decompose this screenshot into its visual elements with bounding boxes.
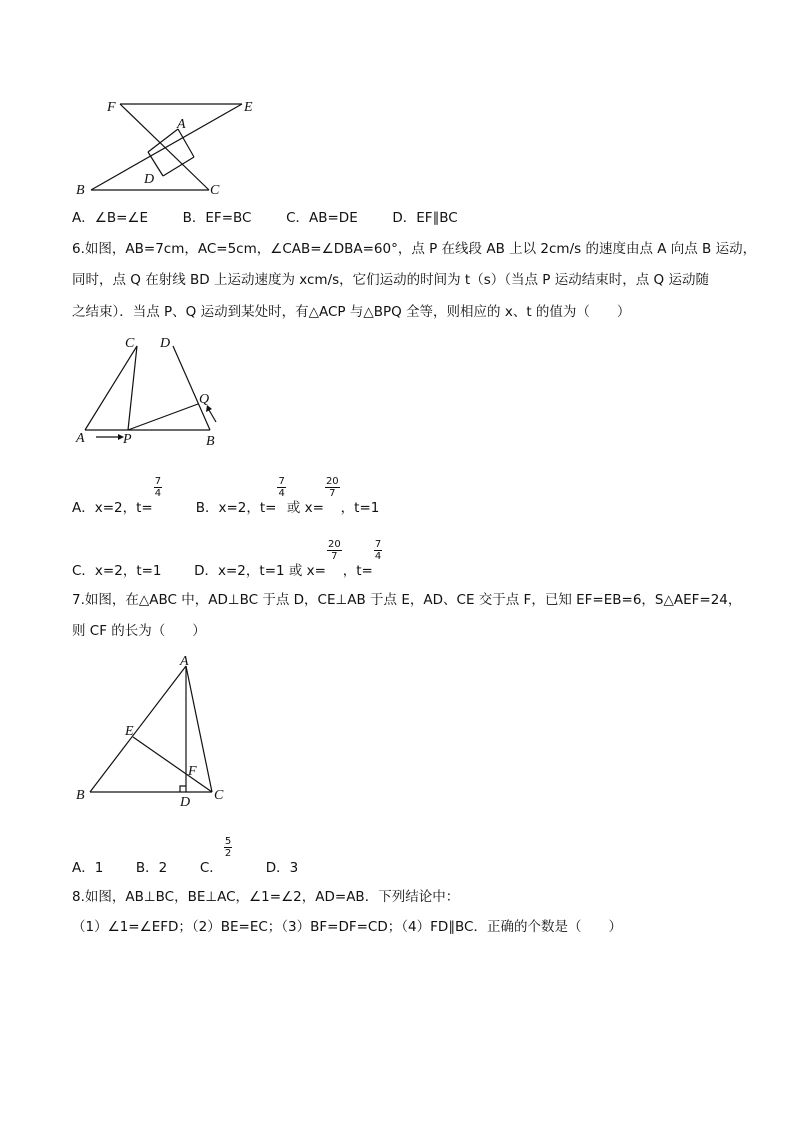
label-D: D bbox=[180, 795, 191, 810]
q6-option-b-fraction-1 bbox=[277, 476, 285, 499]
segment-BD bbox=[173, 346, 210, 430]
q7-line-2: 则 CF 的长为（ ） bbox=[72, 623, 206, 639]
label-P: P bbox=[123, 432, 132, 447]
q7-option-c-text: C． bbox=[199, 860, 223, 876]
q6-option-c: C．x=2，t=1 bbox=[72, 563, 162, 579]
numerator: 7 bbox=[154, 476, 162, 487]
q5-option-d: D．EF∥BC bbox=[392, 210, 458, 226]
segment-CE bbox=[133, 737, 212, 792]
q5-option-b: B．EF=BC bbox=[182, 210, 252, 226]
q7-line-1: 7.如图，在△ABC 中，AD⊥BC 于点 D，CE⊥AB 于点 E，AD、CE 交于点 F，已知 EF=EB=6，S△AEF=24， bbox=[72, 592, 742, 608]
q6-option-d bbox=[194, 539, 383, 579]
q8-line-2: （1）∠1=∠EFD；（2）BE=EC；（3）BF=DF=CD；（4）FD∥BC．正确的个数是（ ） bbox=[72, 919, 622, 935]
label-B: B bbox=[206, 434, 215, 449]
segment-AB bbox=[90, 666, 186, 792]
q5-figure bbox=[70, 95, 270, 200]
q6-option-a bbox=[72, 476, 167, 516]
segment-FC bbox=[120, 104, 209, 190]
numerator: 20 bbox=[325, 476, 339, 487]
segment-PQ bbox=[128, 404, 198, 430]
q6-option-b-text: B．x=2，t= bbox=[195, 500, 277, 516]
label-B: B bbox=[76, 183, 85, 198]
q7-option-b: B．2 bbox=[135, 860, 168, 876]
q7-options bbox=[72, 836, 299, 877]
q7-figure bbox=[70, 650, 240, 810]
q6-option-d-mid: ，t= bbox=[342, 563, 373, 579]
label-E: E bbox=[125, 724, 134, 739]
q5-option-a: A．∠B=∠E bbox=[72, 210, 149, 226]
q6-option-d-fraction-2 bbox=[374, 539, 382, 562]
q8-line-1: 8.如图，AB⊥BC，BE⊥AC，∠1=∠2，AD=AB．下列结论中： bbox=[72, 889, 460, 905]
numerator: 7 bbox=[374, 539, 382, 550]
label-Q: Q bbox=[199, 392, 210, 407]
numerator: 7 bbox=[278, 476, 285, 487]
q6-line-1: 6.如图，AB=7cm，AC=5cm，∠CAB=∠DBA=60°，点 P 在线段 AB 上以 2cm/s 的速度由点 A 向点 B 运动， bbox=[72, 241, 757, 257]
q6-option-b-mid: 或 x= bbox=[286, 500, 324, 516]
denominator: 7 bbox=[331, 551, 338, 562]
denominator: 4 bbox=[374, 551, 382, 562]
right-angle-marker bbox=[180, 786, 186, 792]
q5-option-c: C．AB=DE bbox=[286, 210, 358, 226]
q6-option-b bbox=[195, 476, 380, 516]
q6-option-b-suffix: ，t=1 bbox=[340, 500, 380, 516]
q6-option-a-text: A．x=2，t= bbox=[72, 500, 153, 516]
q7-option-c bbox=[199, 836, 238, 876]
label-C: C bbox=[125, 336, 135, 351]
q7-option-c-fraction bbox=[224, 836, 232, 859]
denominator: 2 bbox=[224, 848, 232, 859]
label-F: F bbox=[107, 100, 116, 115]
label-D: D bbox=[144, 172, 155, 187]
q6-option-a-fraction bbox=[154, 476, 162, 499]
q6-options-row-2 bbox=[72, 539, 383, 580]
q6-option-d-text: D．x=2，t=1 或 x= bbox=[194, 563, 326, 579]
label-F: F bbox=[188, 764, 197, 779]
segment-EB bbox=[91, 104, 242, 190]
numerator: 20 bbox=[327, 539, 341, 550]
label-E: E bbox=[244, 100, 253, 115]
label-A: A bbox=[76, 431, 85, 446]
numerator: 5 bbox=[224, 836, 232, 847]
label-C: C bbox=[210, 183, 220, 198]
q5-options bbox=[72, 209, 458, 227]
arrow-Q-shaft bbox=[209, 410, 216, 422]
denominator: 7 bbox=[329, 488, 336, 499]
label-A: A bbox=[177, 117, 186, 132]
q7-option-d: D．3 bbox=[265, 860, 299, 876]
q6-option-b-fraction-2 bbox=[325, 476, 340, 499]
q6-line-3: 之结束）．当点 P、Q 运动到某处时，有△ACP 与△BPQ 全等，则相应的 x、t 的值为（ ） bbox=[72, 304, 631, 320]
q6-option-d-fraction-1 bbox=[327, 539, 342, 562]
q6-options-row-1 bbox=[72, 476, 380, 517]
q6-figure bbox=[70, 330, 230, 455]
label-C: C bbox=[214, 788, 224, 803]
label-D: D bbox=[160, 336, 171, 351]
denominator: 4 bbox=[278, 488, 285, 499]
q7-option-a: A．1 bbox=[72, 860, 104, 876]
label-A: A bbox=[180, 654, 189, 669]
label-B: B bbox=[76, 788, 85, 803]
denominator: 4 bbox=[154, 488, 162, 499]
q6-line-2: 同时，点 Q 在射线 BD 上运动速度为 xcm/s，它们运动的时间为 t（s）（当点 P 运动结束时，点 Q 运动随 bbox=[72, 272, 709, 288]
